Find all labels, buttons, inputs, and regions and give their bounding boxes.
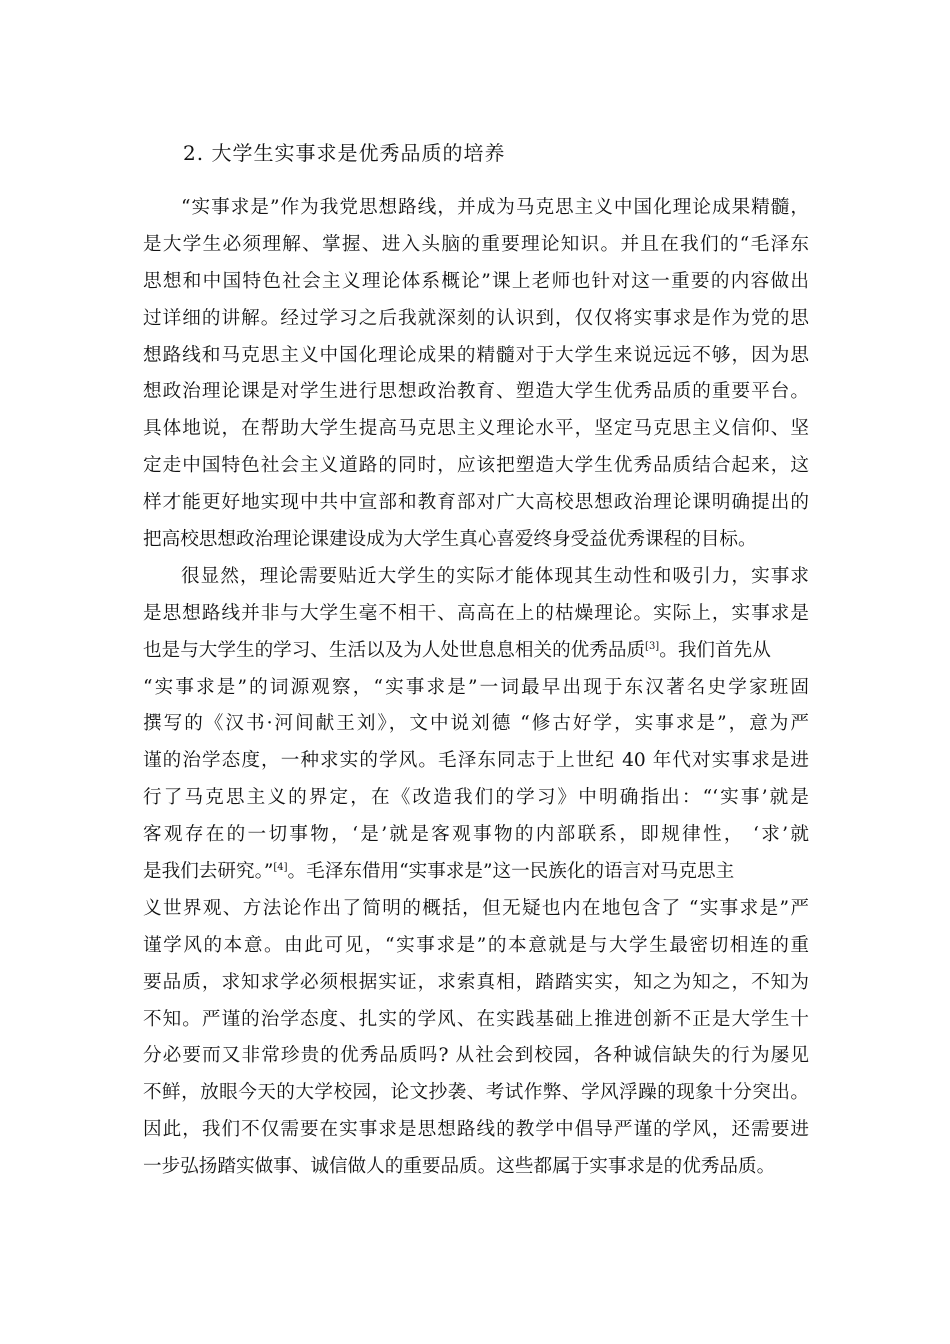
text-line: 义世界观、方法论作出了简明的概括，但无疑也内在地包含了 “实事求是”严 xyxy=(143,897,809,919)
paragraph-2 xyxy=(143,559,809,1186)
text-line: 过详细的讲解。经过学习之后我就深刻的认识到，仅仅将实事求是作为党的思 xyxy=(143,307,809,329)
text-line: 行了马克思主义的界定，在《改造我们的学习》中明确指出：“‘实事’就是 xyxy=(143,787,809,809)
text-line: 要品质，求知求学必须根据实证，求索真相，踏踏实实，知之为知之，不知为 xyxy=(143,971,809,993)
line-text: 。我们首先从 xyxy=(659,639,771,661)
text-line-with-ref xyxy=(143,854,809,891)
text-line: 很显然，理论需要贴近大学生的实际才能体现其生动性和吸引力，实事求 xyxy=(181,565,809,587)
text-line: 撰写的《汉书·河间献王刘》，文中说刘德 “修古好学，实事求是”，意为严 xyxy=(143,713,809,735)
text-line: 不鲜，放眼今天的大学校园，论文抄袭、考试作弊、学风浮躁的现象十分突出。 xyxy=(143,1082,809,1104)
text-line: 把高校思想政治理论课建设成为大学生真心喜爱终身受益优秀课程的目标。 xyxy=(143,529,757,551)
text-line: 想政治理论课是对学生进行思想政治教育、塑造大学生优秀品质的重要平台。 xyxy=(143,381,809,403)
text-line: 分必要而又非常珍贵的优秀品质吗? 从社会到校园，各种诚信缺失的行为屡见 xyxy=(143,1045,809,1067)
body-text xyxy=(143,190,809,1186)
text-line: 一步弘扬踏实做事、诚信做人的重要品质。这些都属于实事求是的优秀品质。 xyxy=(143,1156,776,1178)
text-line-with-ref xyxy=(143,633,809,670)
text-line: 思想和中国特色社会主义理论体系概论”课上老师也针对这一重要的内容做出 xyxy=(143,270,809,292)
text-line: 谨的治学态度，一种求实的学风。毛泽东同志于上世纪 40 年代对实事求是进 xyxy=(143,750,809,772)
text-line: 客观存在的一切事物，‘是’就是客观事物的内部联系，即规律性， ‘求’就 xyxy=(143,824,809,846)
text-line: 样才能更好地实现中共中宣部和教育部对广大高校思想政治理论课明确提出的 xyxy=(143,492,809,514)
text-line: 是大学生必须理解、掌握、进入头脑的重要理论知识。并且在我们的“毛泽东 xyxy=(143,233,809,255)
text-line: 不知。严谨的治学态度、扎实的学风、在实践基础上推进创新不正是大学生十 xyxy=(143,1008,809,1030)
text-line: 具体地说，在帮助大学生提高马克思主义理论水平，坚定马克思主义信仰、坚 xyxy=(143,418,809,440)
line-text: 也是与大学生的学习、生活以及为人处世息息相关的优秀品质 xyxy=(143,639,646,661)
section-heading: 2. 大学生实事求是优秀品质的培养 xyxy=(183,141,506,165)
paragraph-1 xyxy=(143,190,809,559)
citation-ref-3: [3] xyxy=(645,640,660,652)
text-line: 想路线和马克思主义中国化理论成果的精髓对于大学生来说远远不够，因为思 xyxy=(143,344,809,366)
line-text: 是我们去研究。” xyxy=(143,861,274,883)
text-line: 是思想路线并非与大学生毫不相干、高高在上的枯燥理论。实际上，实事求是 xyxy=(143,602,809,624)
line-text: 。毛泽东借用“实事求是”这一民族化的语言对马克思主 xyxy=(287,861,735,883)
text-line: 谨学风的本意。由此可见，“实事求是”的本意就是与大学生最密切相连的重 xyxy=(143,934,809,956)
text-line: 因此，我们不仅需要在实事求是思想路线的教学中倡导严谨的学风，还需要进 xyxy=(143,1119,809,1141)
text-line: “实事求是”的词源观察，“实事求是”一词最早出现于东汉著名史学家班固 xyxy=(143,676,809,698)
text-line: 定走中国特色社会主义道路的同时，应该把塑造大学生优秀品质结合起来，这 xyxy=(143,455,809,477)
citation-ref-4: [4] xyxy=(273,861,288,873)
text-line: “实事求是”作为我党思想路线，并成为马克思主义中国化理论成果精髓， xyxy=(181,197,809,218)
